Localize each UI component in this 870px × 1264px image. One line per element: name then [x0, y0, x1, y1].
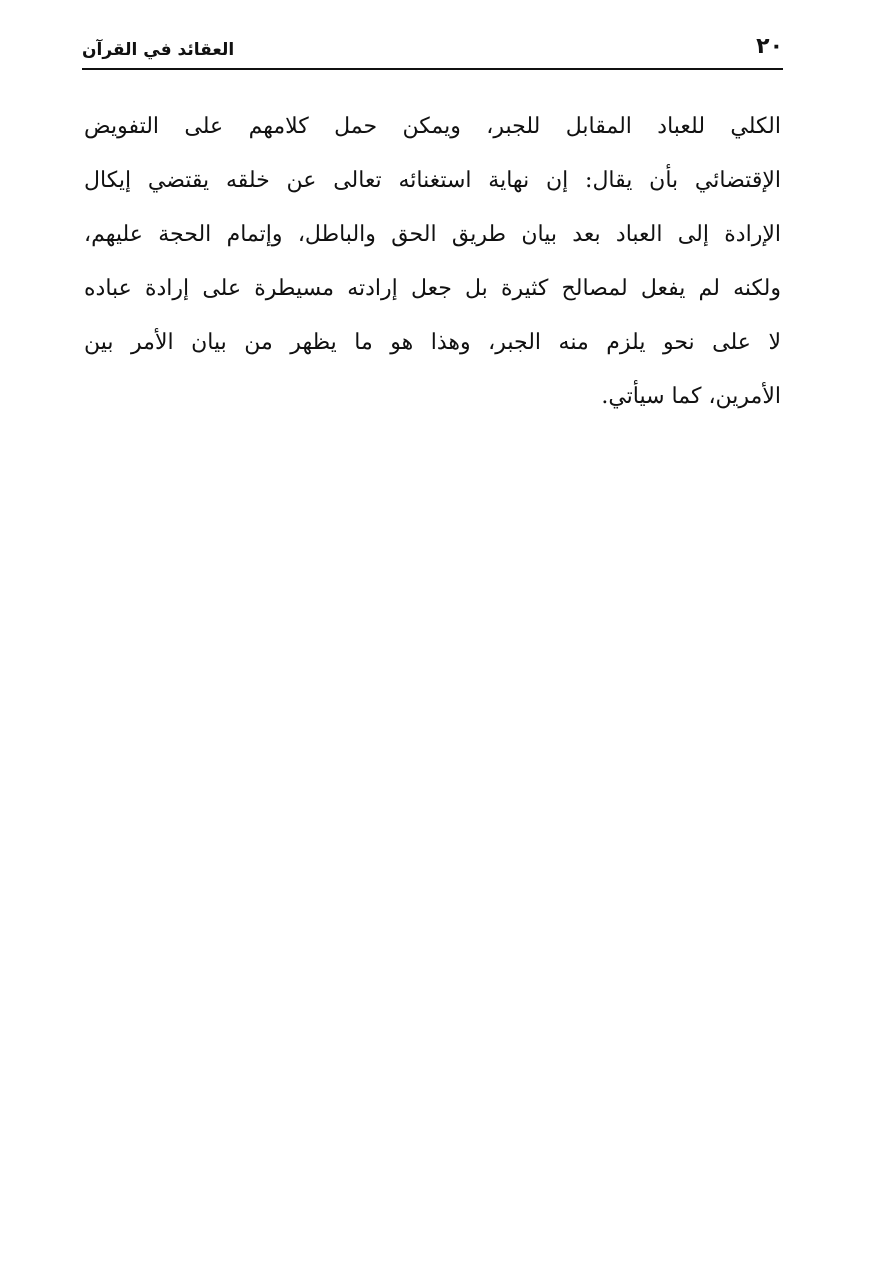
text-line: الإرادة إلى العباد بعد بيان طريق الحق والباطل، وإتمام الحجة عليهم،: [84, 222, 781, 247]
text-line: الأمرين، كما سيأتي.: [601, 384, 781, 409]
page-header: [82, 32, 783, 68]
page-number: ٢٠: [756, 34, 783, 59]
text-line: الكلي للعباد المقابل للجبر، ويمكن حمل كلامهم على التفويض: [84, 114, 781, 139]
text-line: الإقتضائي بأن يقال: إن نهاية استغنائه تعالى عن خلقه يقتضي إيكال: [84, 168, 781, 193]
header-divider: [82, 68, 783, 70]
body-paragraph: [84, 100, 781, 424]
running-title: العقائد في القرآن: [82, 40, 235, 60]
text-line: لا على نحو يلزم منه الجبر، وهذا هو ما يظهر من بيان الأمر بين: [84, 330, 781, 355]
text-line: ولكنه لم يفعل لمصالح كثيرة بل جعل إرادته مسيطرة على إرادة عباده: [84, 276, 781, 301]
